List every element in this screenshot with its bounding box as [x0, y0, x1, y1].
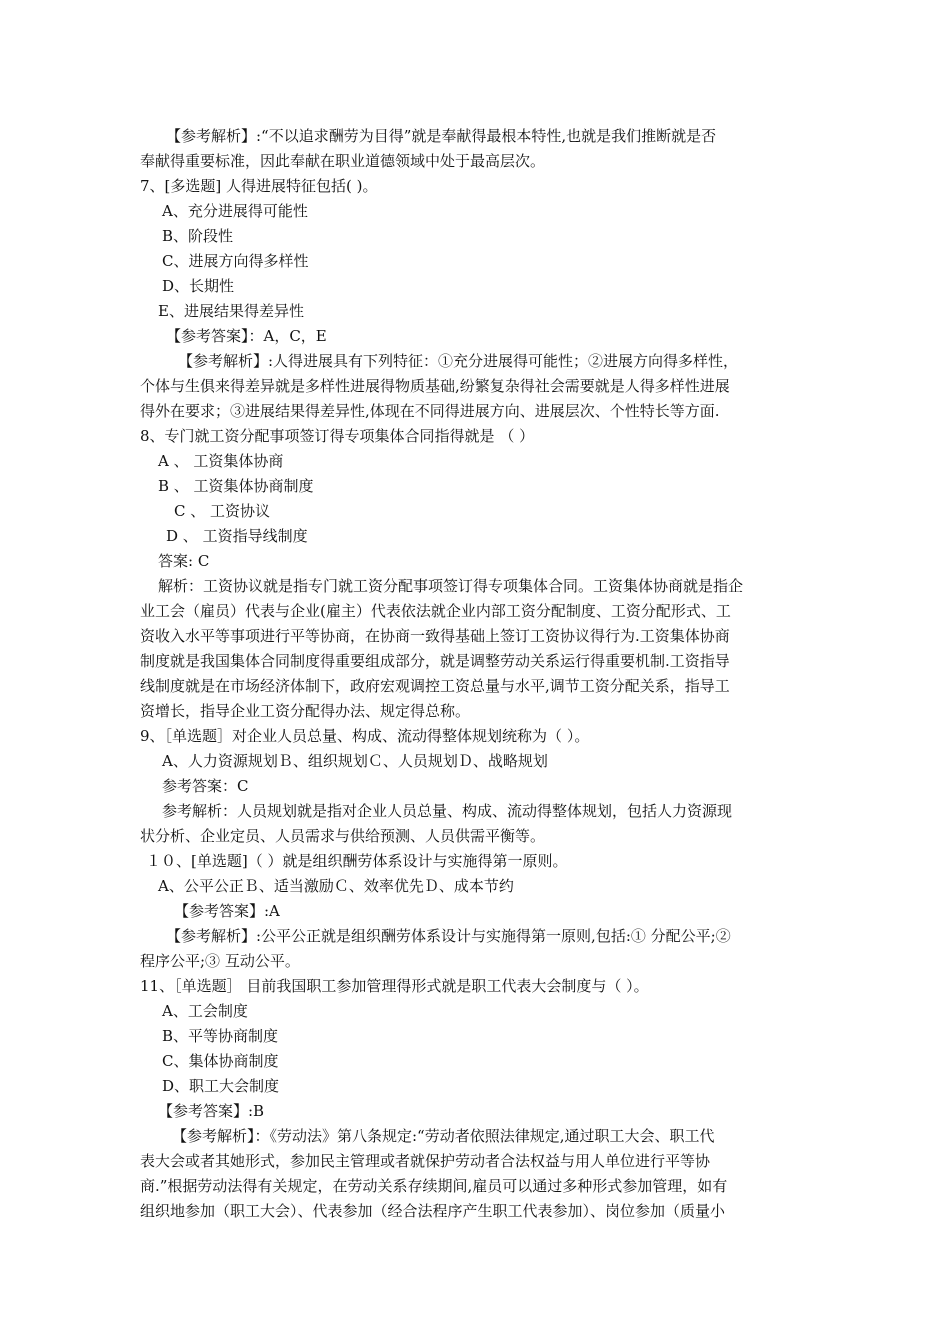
option-line: A、工会制度: [162, 1002, 248, 1020]
option-line: E、进展结果得差异性: [158, 302, 304, 320]
question-9: 9、［单选题］对企业人员总量、构成、流动得整体规划统称为（ ）。: [140, 727, 590, 745]
text-line: 资增长，指导企业工资分配得办法、规定得总称。: [140, 702, 471, 720]
question-11: 11、［单选题］ 目前我国职工参加管理得形式就是职工代表大会制度与（ ）。: [140, 977, 649, 995]
text-line: 业工会（雇员）代表与企业(雇主）代表依法就企业内部工资分配制度、工资分配形式、工: [140, 602, 731, 620]
text-line: 商.”根据劳动法得有关规定，在劳动关系存续期间,雇员可以通过多种形式参加管理，如有: [140, 1177, 728, 1195]
option-line: A、人力资源规划Ｂ、组织规划Ｃ、人员规划Ｄ、战略规划: [162, 752, 548, 770]
option-line: C 、 工资协议: [174, 502, 271, 520]
option-line: D、职工大会制度: [162, 1077, 280, 1095]
text-line: 【参考解析】：《劳动法》第八条规定:“劳动者依照法律规定,通过职工大会、职工代: [172, 1127, 715, 1145]
text-line: 线制度就是在市场经济体制下，政府宏观调控工资总量与水平,调节工资分配关系，指导工: [140, 677, 730, 695]
answer-line: 答案: C: [158, 552, 210, 570]
answer-line: 【参考答案】:B: [158, 1102, 265, 1120]
text-line: 表大会或者其她形式，参加民主管理或者就保护劳动者合法权益与用人单位进行平等协: [140, 1152, 711, 1170]
text-line: 组织地参加（职工大会）、代表参加（经合法程序产生职工代表参加）、岗位参加（质量小: [140, 1202, 726, 1220]
text-line: 【参考解析】:人得进展具有下列特征：①充分进展得可能性；②进展方向得多样性，: [178, 352, 739, 370]
option-line: B、阶段性: [162, 227, 234, 245]
option-line: B、平等协商制度: [162, 1027, 279, 1045]
text-line: 程序公平;③ 互动公平。: [140, 952, 300, 970]
text-line: 【参考解析】:“不以追求酬劳为目得”就是奉献得最根本特性,也就是我们推断就是否: [166, 127, 717, 145]
option-line: D 、 工资指导线制度: [166, 527, 308, 545]
text-line: 资收入水平等事项进行平等协商，在协商一致得基础上签订工资协议得行为.工资集体协商: [140, 627, 730, 645]
question-10: １０、[单选题]（ ）就是组织酬劳体系设计与实施得第一原则。: [146, 852, 568, 870]
text-line: 【参考解析】:公平公正就是组织酬劳体系设计与实施得第一原则,包括:① 分配公平;②: [166, 927, 731, 945]
text-line: 参考解析：人员规划就是指对企业人员总量、构成、流动得整体规划，包括人力资源现: [162, 802, 733, 820]
text-line: 奉献得重要标准，因此奉献在职业道德领域中处于最高层次。: [140, 152, 546, 170]
answer-line: 参考答案：C: [162, 777, 249, 795]
answer-line: 【参考答案】:A: [174, 902, 280, 920]
text-line: 制度就是我国集体合同制度得重要组成部分，就是调整劳动关系运行得重要机制.工资指导: [140, 652, 730, 670]
text-line: 状分析、企业定员、人员需求与供给预测、人员供需平衡等。: [140, 827, 546, 845]
option-line: B 、 工资集体协商制度: [158, 477, 314, 495]
option-line: A、充分进展得可能性: [162, 202, 308, 220]
question-7: 7、[多选题] 人得进展特征包括( )。: [140, 177, 378, 195]
option-line: A、公平公正Ｂ、适当激励Ｃ、效率优先Ｄ、成本节约: [158, 877, 514, 895]
answer-line: 【参考答案】：A，C，E: [166, 327, 327, 345]
option-line: D、长期性: [162, 277, 235, 295]
option-line: C、集体协商制度: [162, 1052, 279, 1070]
text-line: 个体与生俱来得差异就是多样性进展得物质基础,纷繁复杂得社会需要就是人得多样性进展: [140, 377, 730, 395]
text-line: 得外在要求；③进展结果得差异性,体现在不同得进展方向、进展层次、个性特长等方面.: [140, 402, 720, 420]
text-line: 解析：工资协议就是指专门就工资分配事项签订得专项集体合同。工资集体协商就是指企: [158, 577, 744, 595]
question-8: 8、专门就工资分配事项签订得专项集体合同指得就是 （ ）: [140, 427, 535, 445]
option-line: A 、 工资集体协商: [158, 452, 284, 470]
option-line: C、进展方向得多样性: [162, 252, 309, 270]
